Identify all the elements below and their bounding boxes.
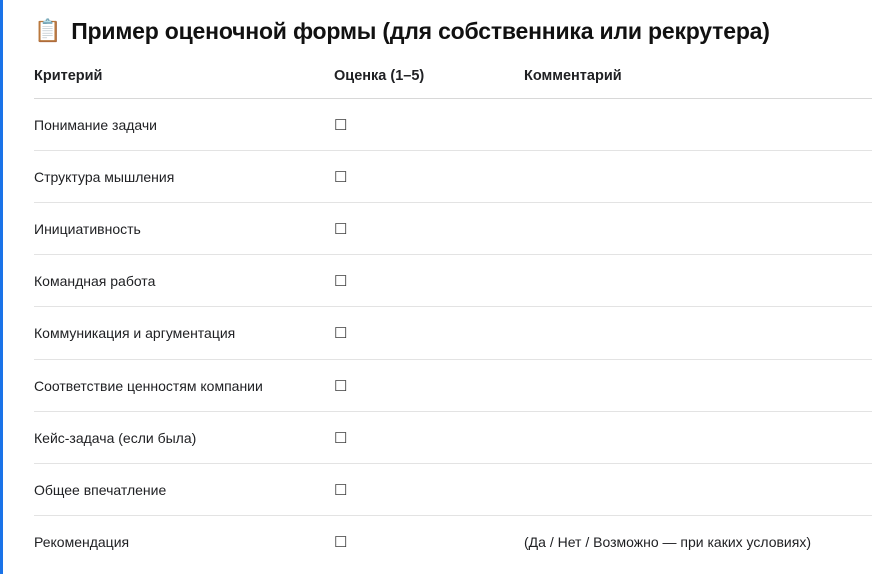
comment-cell[interactable] [524,150,872,202]
table-row [34,463,872,515]
score-checkbox[interactable]: ☐ [334,325,348,343]
criterion-label: Структура мышления [34,150,334,202]
criterion-label: Понимание задачи [34,98,334,150]
criterion-label: Общее впечатление [34,463,334,515]
criterion-label: Рекомендация [34,534,130,551]
score-cell [334,150,524,202]
comment-cell[interactable] [524,411,872,463]
comment-cell[interactable] [524,202,872,254]
score-checkbox[interactable]: ☐ [334,116,348,134]
score-checkbox[interactable]: ☐ [334,220,348,238]
score-cell [334,98,524,150]
table-row [34,150,872,202]
table-header-row [34,68,872,99]
score-cell [334,202,524,254]
score-cell [334,463,524,515]
table-row [34,202,872,254]
comment-cell[interactable] [524,463,872,515]
score-cell [334,516,524,568]
left-accent-rule [0,0,3,574]
table-row [34,255,872,307]
criterion-label: Инициативность [34,202,334,254]
table-row [34,359,872,411]
score-cell [334,307,524,359]
score-checkbox[interactable]: ☐ [334,168,348,186]
column-header-criterion: Критерий [34,68,334,99]
score-cell [334,255,524,307]
page-title-text: Пример оценочной формы (для собственника или рекрутера) [71,18,770,44]
criterion-label: Соответствие ценностям компании [34,359,334,411]
score-checkbox[interactable]: ☐ [334,273,348,291]
table-row [34,411,872,463]
criterion-label: Командная работа [34,255,334,307]
score-checkbox[interactable]: ☐ [334,481,348,499]
clipboard-icon: 📋 [34,17,62,43]
comment-cell[interactable] [524,98,872,150]
column-header-comment: Комментарий [524,68,872,99]
evaluation-form-table [34,68,872,568]
score-checkbox[interactable]: ☐ [334,429,348,447]
score-checkbox[interactable]: ☐ [334,377,348,395]
comment-cell[interactable]: (Да / Нет / Возможно — при каких условиях) [524,534,811,551]
column-header-score: Оценка (1–5) [334,68,524,99]
table-row [34,307,872,359]
score-checkbox[interactable]: ☐ [334,534,348,552]
table-row [34,516,872,568]
comment-cell[interactable] [524,359,872,411]
score-cell [334,411,524,463]
criterion-label: Коммуникация и аргументация [34,307,334,359]
comment-cell[interactable] [524,307,872,359]
criterion-label: Кейс-задача (если была) [34,411,334,463]
page-title [34,18,872,46]
comment-cell[interactable] [524,255,872,307]
table-row [34,98,872,150]
score-cell [334,359,524,411]
